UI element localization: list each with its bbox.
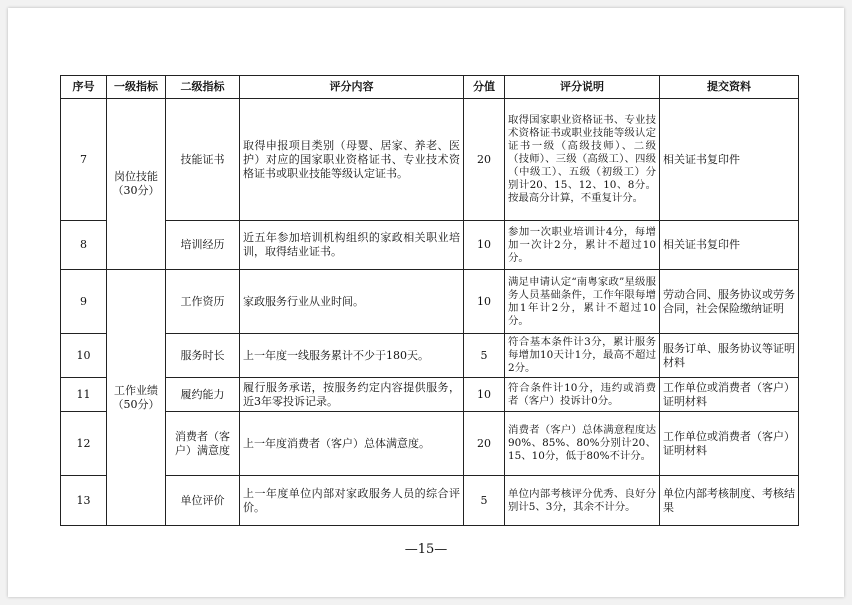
row-level2: 单位评价 — [166, 476, 240, 526]
scoring-table — [60, 75, 799, 526]
row-docs: 相关证书复印件 — [660, 221, 799, 270]
header-row — [61, 76, 799, 99]
row-content: 近五年参加培训机构组织的家政相关职业培训，取得结业证书。 — [240, 221, 464, 270]
row-level2: 履约能力 — [166, 378, 240, 412]
row-explain: 满足申请认定“南粤家政”星级服务人员基础条件，工作年限每增加1年计2分，累计不超过10分。 — [505, 270, 660, 334]
row-explain: 符合条件计10分，违约或消费者（客户）投诉计0分。 — [505, 378, 660, 412]
header-docs: 提交资料 — [660, 76, 799, 99]
row-score: 5 — [464, 476, 505, 526]
row-level2: 培训经历 — [166, 221, 240, 270]
row-content: 上一年度单位内部对家政服务人员的综合评价。 — [240, 476, 464, 526]
row-content: 上一年度消费者（客户）总体满意度。 — [240, 412, 464, 476]
row-docs: 劳动合同、服务协议或劳务合同，社会保险缴纳证明 — [660, 270, 799, 334]
table-row — [61, 476, 799, 526]
table-row — [61, 99, 799, 221]
row-level2: 工作资历 — [166, 270, 240, 334]
row-explain: 单位内部考核评分优秀、良好分别计5、3分，其余不计分。 — [505, 476, 660, 526]
table-row — [61, 270, 799, 334]
row-content: 家政服务行业从业时间。 — [240, 270, 464, 334]
group-performance: 工作业绩（50分） — [107, 270, 166, 526]
row-docs: 工作单位或消费者（客户）证明材料 — [660, 378, 799, 412]
group-skills: 岗位技能（30分） — [107, 99, 166, 270]
header-level1: 一级指标 — [107, 76, 166, 99]
row-no: 13 — [61, 476, 107, 526]
row-no: 10 — [61, 334, 107, 378]
table-row — [61, 378, 799, 412]
row-explain: 取得国家职业资格证书、专业技术资格证书或职业技能等级认定证书一级（高级技师）、二级（技师）、三级（高级工）、四级（中级工）、五级（初级工）分别计20、15、12、10、8分。按最高分计算，不重复计分。 — [505, 99, 660, 221]
document-page — [8, 8, 844, 597]
row-no: 11 — [61, 378, 107, 412]
table-row — [61, 334, 799, 378]
row-level2: 技能证书 — [166, 99, 240, 221]
header-content: 评分内容 — [240, 76, 464, 99]
row-docs: 服务订单、服务协议等证明材料 — [660, 334, 799, 378]
table-row — [61, 221, 799, 270]
header-explain: 评分说明 — [505, 76, 660, 99]
row-explain: 符合基本条件计3分，累计服务每增加10天计1分，最高不超过2分。 — [505, 334, 660, 378]
row-no: 12 — [61, 412, 107, 476]
row-score: 20 — [464, 99, 505, 221]
header-level2: 二级指标 — [166, 76, 240, 99]
row-score: 10 — [464, 221, 505, 270]
row-no: 7 — [61, 99, 107, 221]
row-level2: 消费者（客户）满意度 — [166, 412, 240, 476]
table-row — [61, 412, 799, 476]
row-score: 10 — [464, 270, 505, 334]
row-docs: 工作单位或消费者（客户）证明材料 — [660, 412, 799, 476]
row-content: 取得申报项目类别（母婴、居家、养老、医护）对应的国家职业资格证书、专业技术资格证书或职业技能等级认定证书。 — [240, 99, 464, 221]
header-no: 序号 — [61, 76, 107, 99]
row-explain: 参加一次职业培训计4分，每增加一次计2分，累计不超过10分。 — [505, 221, 660, 270]
row-score: 5 — [464, 334, 505, 378]
row-docs: 相关证书复印件 — [660, 99, 799, 221]
header-score: 分值 — [464, 76, 505, 99]
row-content: 上一年度一线服务累计不少于180天。 — [240, 334, 464, 378]
row-level2: 服务时长 — [166, 334, 240, 378]
row-no: 8 — [61, 221, 107, 270]
row-docs: 单位内部考核制度、考核结果 — [660, 476, 799, 526]
row-score: 10 — [464, 378, 505, 412]
row-content: 履行服务承诺，按服务约定内容提供服务，近3年零投诉记录。 — [240, 378, 464, 412]
page-number: —15— — [404, 542, 448, 557]
row-score: 20 — [464, 412, 505, 476]
row-no: 9 — [61, 270, 107, 334]
row-explain: 消费者（客户）总体满意程度达90%、85%、80%分别计20、15、10分，低于80%不计分。 — [505, 412, 660, 476]
